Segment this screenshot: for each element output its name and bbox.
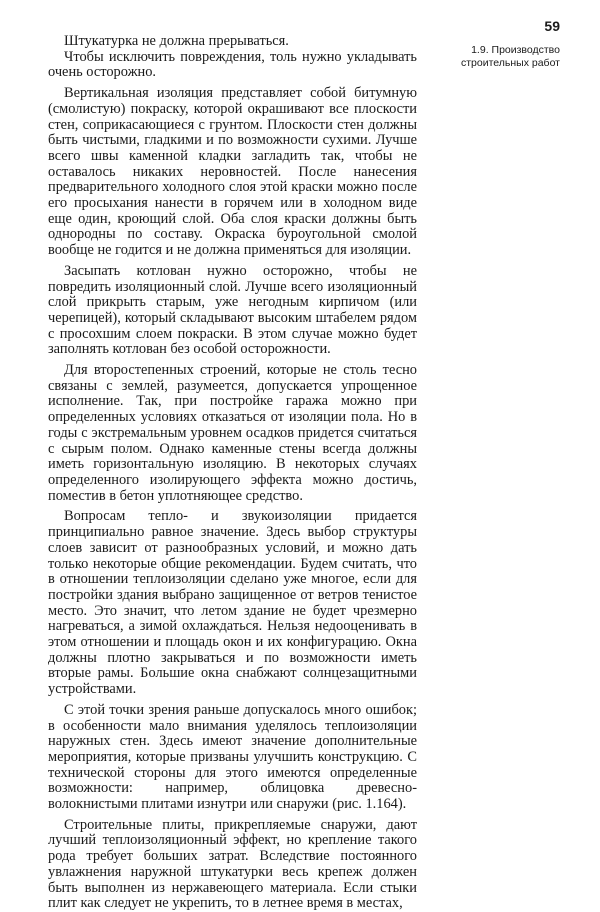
paragraph: Вертикальная изоляция представляет собой битумную (смолистую) покраску, которой окрашивают все плоскости стен, соприкасающиеся с грунтом. Плоскости стен должны быть чистыми, гладкими и по возможности сухими. Лучше всего швы каменной кладки загладить так, чтобы не оставалось никаких неровностей. После нанесения предварительного холодного слоя этой краски можно после его просыхания нанести в горячем или в холодном виде еще один, кроющий слой. Оба слоя краски должны быть однородны по составу. Окраска буроугольной смолой вообще не годится и не должна применяться для изоляции.: [48, 85, 417, 259]
page-number: 59: [544, 18, 560, 34]
paragraph: Строительные плиты, прикрепляемые снаружи, дают лучший теплоизоляционный эффект, но крепление такого рода требует больших затрат. Вследствие постоянного увлажнения наружной штукатурки весь крепеж должен быть выполнен из нержавеющего материала. Если стыки плит как следует не укрепить, то в летнее время в местах,: [48, 816, 417, 912]
paragraph: Засыпать котлован нужно осторожно, чтобы не повредить изоляционный слой. Лучше всего изоляционный слой прикрыть старым, уже негодным кирпичом (или черепицей), который складывают высоким штабелем рядом с просохшим слоем покраски. В этом случае можно будет заполнять котлован без особой осторожности.: [48, 262, 417, 358]
running-header: 1.9. Производство строительных работ: [460, 44, 560, 69]
paragraph: С этой точки зрения раньше допускалось много ошибок; в особенности мало внимания уделялось теплоизоляции наружных стен. Здесь имеют значение дополнительные мероприятия, которые призваны улучшить конструкцию. С технической стороны для этого имеются определенные возможности: например, облицовка древесно-волокнистыми плитами изнутри или снаружи (рис. 1.164).: [48, 701, 417, 813]
paragraph: Чтобы исключить повреждения, толь нужно укладывать очень осторожно.: [48, 48, 417, 81]
paragraph: Для второстепенных строений, которые не столь тесно связаны с землей, разумеется, допускается упрощенное исполнение. Так, при постройке гаража можно при определенных условиях отказаться от изоляции пола. Но в годы с экстремальным уровнем осадков придется считаться с сырым полом. Однако каменные стены всегда должны иметь горизонтальную изоляцию. В некоторых случаях определенного изолирующего эффекта можно достичь, поместив в бетон уплотняющее средство.: [48, 362, 417, 504]
paragraph: Штукатурка не должна прерываться.: [64, 33, 289, 49]
paragraph: Вопросам тепло- и звукоизоляции придается принципиально равное значение. Здесь выбор структуры слоев зависит от разнообразных условий, и можно дать только некоторые общие рекомендации. Будем считать, что в отношении теплоизоляции сделано уже многое, если для постройки здания выбрано защищенное от ветров тенистое место. Это значит, что летом здание не будет чрезмерно нагреваться, а зимой охлаждаться. Нельзя недооценивать в этом отношении и площадь окон и их конфигурацию. Окна должны плотно закрываться и по возможности иметь вторые рамы. Большие окна снабжают солнцезащитными устройствами.: [48, 508, 417, 698]
body-text: [48, 34, 417, 912]
